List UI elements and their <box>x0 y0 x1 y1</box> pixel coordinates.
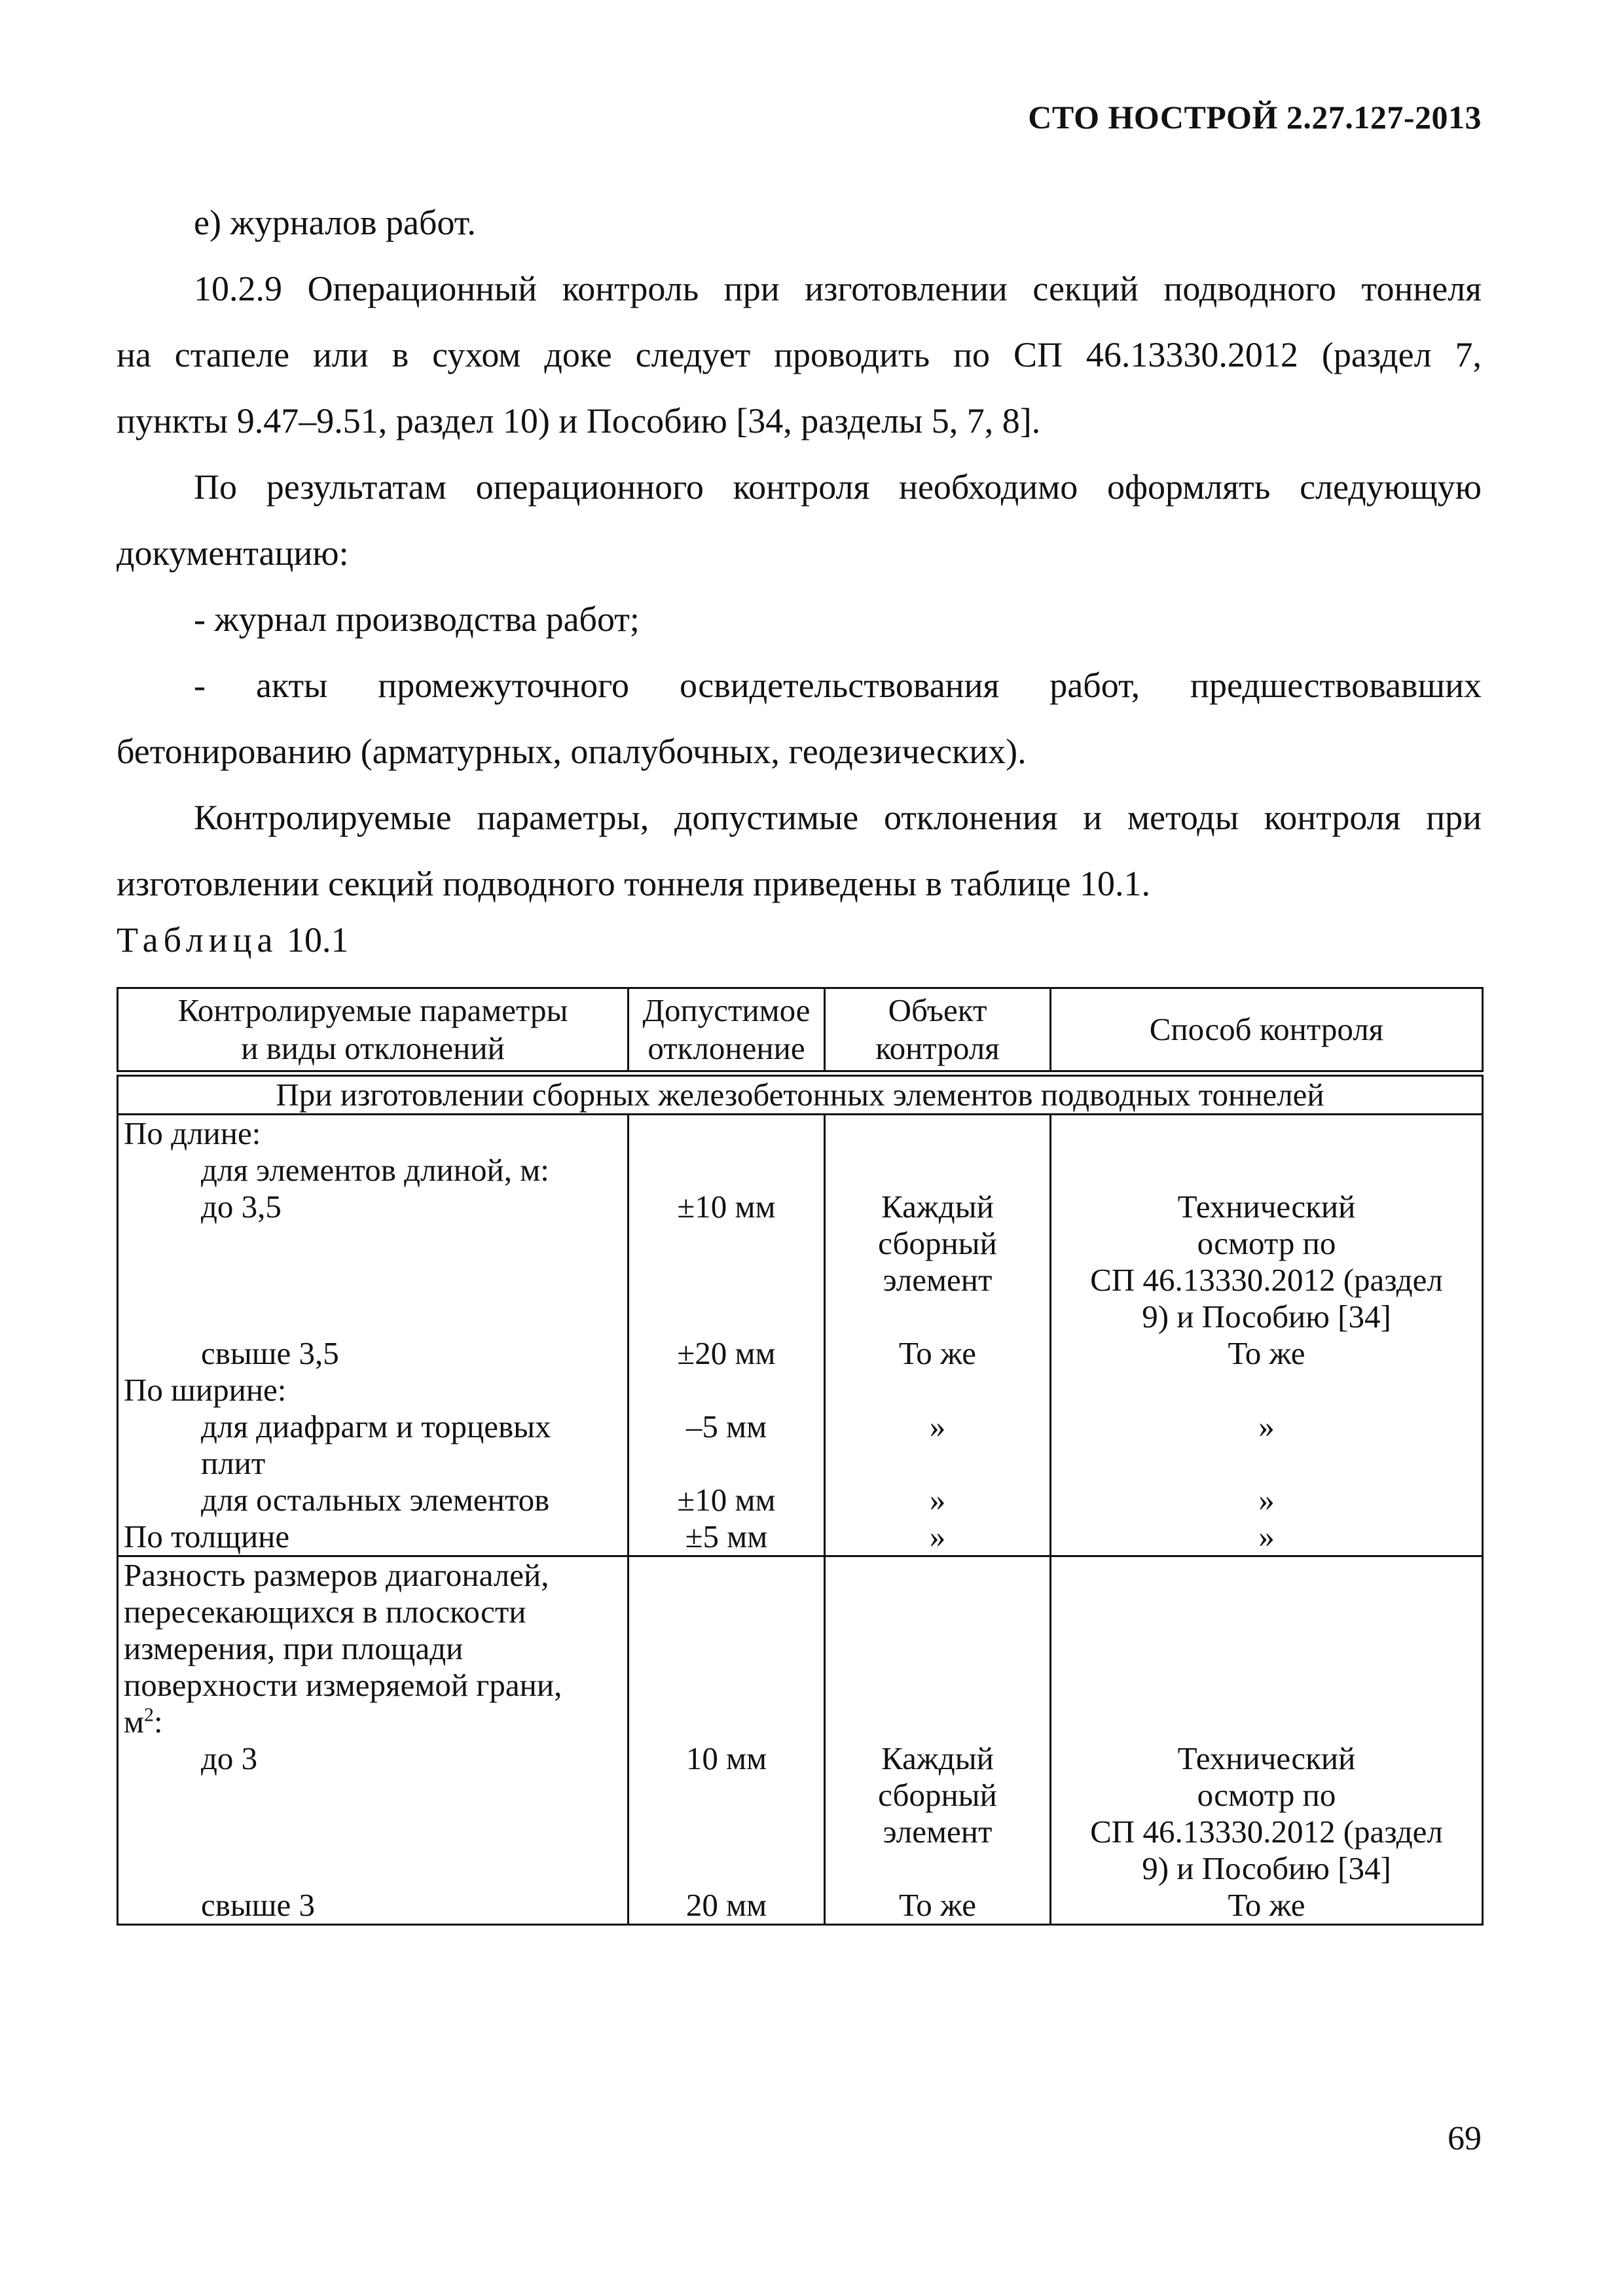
paragraph-10-2-9-line1: 10.2.9 Операционный контроль при изготовлении секций подводного тоннеля <box>194 269 1482 308</box>
group1-methods: Технический осмотр по СП 46.13330.2012 (раздел 9) и Пособию [34] То же » » » <box>1051 1115 1483 1556</box>
paragraph-params-line1: Контролируемые параметры, допустимые отклонения и методы контроля при <box>194 798 1482 837</box>
group2-parameters: Разность размеров диагоналей, пересекающихся в плоскости измерения, при площади поверхности измеряемой грани, $м^2$: до 3 свыше 3 <box>118 1556 629 1925</box>
document-code-header: СТО НОСТРОЙ 2.27.127-2013 <box>1028 99 1482 135</box>
header-object: Объект контроля <box>825 988 1051 1074</box>
list-item-acts-line2: бетонированию (арматурных, опалубочных, геодезических). <box>117 732 1027 771</box>
body-text <box>117 190 1482 917</box>
table-section-row <box>118 1073 1483 1115</box>
list-item-acts-line1: - акты промежуточного освидетельствования работ, предшествовавших <box>194 666 1482 705</box>
list-item-e: е) журналов работ. <box>194 203 476 242</box>
paragraph-results-line2: документацию: <box>117 533 349 573</box>
group2-methods: Технический осмотр по СП 46.13330.2012 (раздел 9) и Пособию [34] То же <box>1051 1556 1483 1925</box>
list-item-journal: - журнал производства работ; <box>194 600 640 639</box>
header-parameters: Контролируемые параметры и виды отклонений <box>118 988 629 1074</box>
table-caption-word: Таблица <box>117 920 278 960</box>
group1-parameters: По длине: для элементов длиной, м: до 3,5 свыше 3,5 По ширине: для диафрагм и торцевых плит для остальных элементов По толщине <box>118 1115 629 1556</box>
paragraph-10-2-9-line2: на стапеле или в сухом доке следует проводить по СП 46.13330.2012 (раздел 7, <box>117 335 1482 374</box>
header-method: Способ контроля <box>1051 988 1483 1074</box>
paragraph-params-line2: изготовлении секций подводного тоннеля приведены в таблице 10.1. <box>117 864 1151 903</box>
group2-deviations: 10 мм 20 мм <box>629 1556 825 1925</box>
table-row <box>118 1115 1483 1556</box>
table-row <box>118 1556 1483 1925</box>
paragraph-10-2-9-line3: пункты 9.47–9.51, раздел 10) и Пособию [34, разделы 5, 7, 8]. <box>117 401 1041 440</box>
paragraph-results-line1: По результатам операционного контроля необходимо оформлять следующую <box>194 467 1482 507</box>
group2-objects: Каждый сборный элемент То же <box>825 1556 1051 1925</box>
page-number: 69 <box>1448 2120 1482 2157</box>
table-caption <box>117 920 348 960</box>
control-parameters-table <box>117 987 1484 1926</box>
section-title: При изготовлении сборных железобетонных элементов подводных тоннелей <box>118 1073 1483 1115</box>
group1-deviations: ±10 мм ±20 мм –5 мм ±10 мм ±5 мм <box>629 1115 825 1556</box>
header-deviation: Допустимое отклонение <box>629 988 825 1074</box>
group1-objects: Каждый сборный элемент То же » » » <box>825 1115 1051 1556</box>
table-header-row <box>118 988 1483 1074</box>
table-caption-number: 10.1 <box>286 920 349 960</box>
